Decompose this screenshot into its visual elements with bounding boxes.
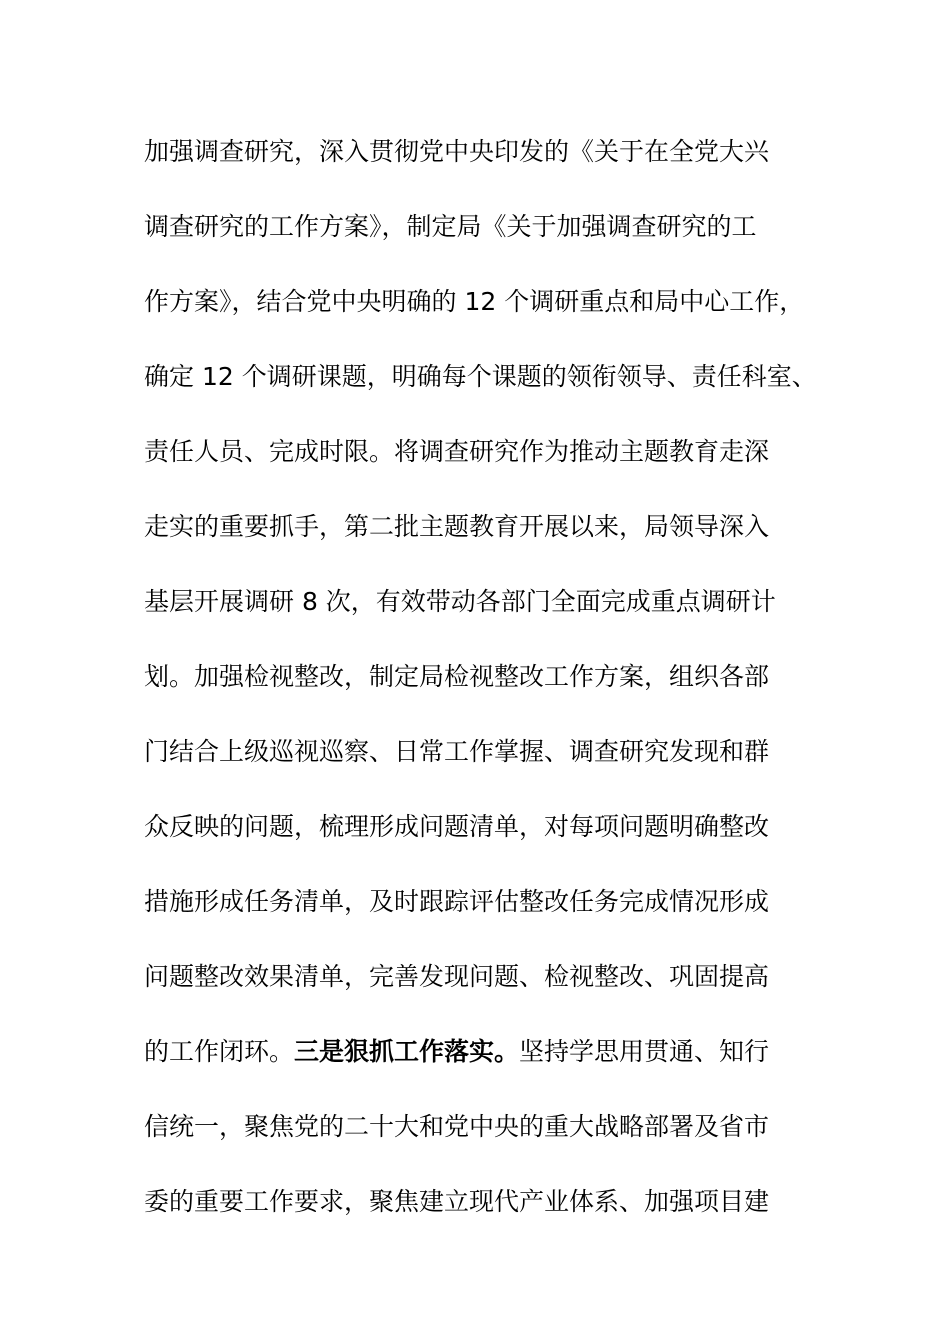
- text-line: 作方案》，结合党中央明确的 12 个调研重点和局中心工作，: [144, 287, 805, 316]
- text-line: 责任人员、完成时限。将调查研究作为推动主题教育走深: [144, 437, 770, 466]
- text-line: 措施形成任务清单，及时跟踪评估整改任务完成情况形成: [144, 887, 770, 916]
- text-line: 问题整改效果清单，完善发现问题、检视整改、巩固提高: [144, 962, 770, 991]
- text-line: 加强调查研究，深入贯彻党中央印发的《关于在全党大兴: [144, 137, 770, 166]
- bold-heading: 三是狠抓工作落实。: [294, 1037, 520, 1066]
- text-line: 委的重要工作要求，聚焦建立现代产业体系、加强项目建: [144, 1187, 770, 1216]
- text-line: 信统一，聚焦党的二十大和党中央的重大战略部署及省市: [144, 1112, 770, 1141]
- text-line: 调查研究的工作方案》，制定局《关于加强调查研究的工: [144, 212, 757, 241]
- text-line: 走实的重要抓手，第二批主题教育开展以来，局领导深入: [144, 512, 770, 541]
- text-segment: 坚持学思用贯通、知行: [519, 1037, 770, 1066]
- text-line: 划。加强检视整改，制定局检视整改工作方案，组织各部: [144, 662, 770, 691]
- text-line: 门结合上级巡视巡察、日常工作掌握、调查研究发现和群: [144, 737, 770, 766]
- text-segment: 的工作闭环。: [144, 1037, 295, 1066]
- text-line-mixed: [144, 1033, 844, 1108]
- text-line: 众反映的问题，梳理形成问题清单，对每项问题明确整改: [144, 812, 770, 841]
- text-line: 确定 12 个调研课题，明确每个课题的领衔领导、责任科室、: [144, 362, 817, 391]
- body-text: [144, 133, 844, 1258]
- text-line: 基层开展调研 8 次，有效带动各部门全面完成重点调研计: [144, 587, 776, 616]
